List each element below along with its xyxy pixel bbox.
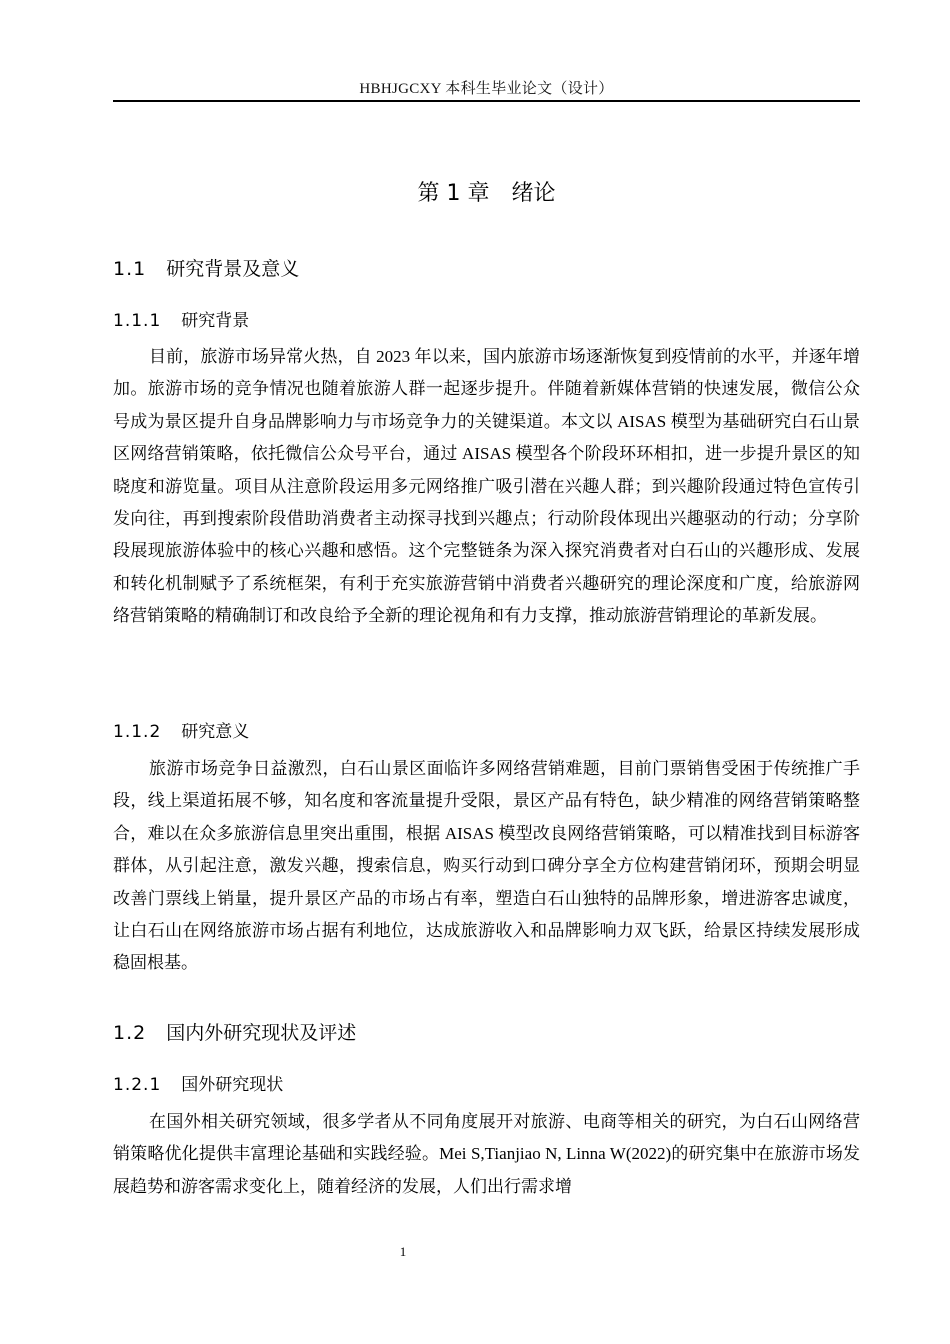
subsection-title: 国外研究现状: [181, 1075, 284, 1095]
section-title: 研究背景及意义: [166, 258, 300, 280]
subsection-heading-1-1-1: [113, 306, 249, 331]
paragraph-research-significance: 旅游市场竞争日益激烈，白石山景区面临许多网络营销难题，目前门票销售受困于传统推广手段，线上渠道拓展不够，知名度和客流量提升受限，景区产品有特色，缺少精准的网络营销策略整合，难以在众多旅游信息里突出重围，根据 AISAS 模型改良网络营销策略，可以精准找到目标游客群体，从引起注意，激发兴趣，搜索信息，购买行动到口碑分享全方位构建营销闭环，预期会明显改善门票线上销量，提升景区产品的市场占有率，塑造白石山独特的品牌形象，增进游客忠诚度，让白石山在网络旅游市场占据有利地位，达成旅游收入和品牌影响力双飞跃，给景区持续发展形成稳固根基。: [113, 759, 860, 973]
section-number: 1.2: [113, 1022, 147, 1044]
subsection-number: 1.1.1: [113, 311, 162, 331]
subsection-heading-1-1-2: [113, 717, 249, 742]
section-heading-1-1: [113, 254, 299, 281]
section-number: 1.1: [113, 258, 147, 280]
subsection-number: 1.1.2: [113, 722, 162, 742]
running-header: HBHJGCXY 本科生毕业论文（设计）: [359, 81, 614, 97]
paragraph-foreign-research: 在国外相关研究领域，很多学者从不同角度展开对旅游、电商等相关的研究，为白石山网络营销策略优化提供丰富理论基础和实践经验。Mei S,Tianjiao N, Linna W(2022)的研究集中在旅游市场发展趋势和游客需求变化上，随着经济的发展，人们出行需求增: [113, 1112, 860, 1196]
section-heading-1-2: [113, 1018, 356, 1045]
subsection-title: 研究背景: [181, 311, 250, 331]
subsection-number: 1.2.1: [113, 1075, 162, 1095]
subsection-title: 研究意义: [181, 722, 250, 742]
paragraph-research-background: 目前，旅游市场异常火热，自 2023 年以来，国内旅游市场逐渐恢复到疫情前的水平，并逐年增加。旅游市场的竞争情况也随着旅游人群一起逐步提升。伴随着新媒体营销的快速发展，微信公众号成为景区提升自身品牌影响力与市场竞争力的关键渠道。本文以 AISAS 模型为基础研究白石山景区网络营销策略，依托微信公众号平台，通过 AISAS 模型各个阶段环环相扣，进一步提升景区的知晓度和游览量。项目从注意阶段运用多元网络推广吸引潜在兴趣人群；到兴趣阶段通过特色宣传引发向往，再到搜索阶段借助消费者主动探寻找到兴趣点；行动阶段体现出兴趣驱动的行动；分享阶段展现旅游体验中的核心兴趣和感悟。这个完整链条为深入探究消费者对白石山的兴趣形成、发展和转化机制赋予了系统框架，有利于充实旅游营销中消费者兴趣研究的理论深度和广度，给旅游网络营销策略的精确制订和改良给予全新的理论视角和有力支撑，推动旅游营销理论的革新发展。: [113, 347, 860, 626]
subsection-heading-1-2-1: [113, 1070, 283, 1095]
section-title: 国内外研究现状及评述: [166, 1022, 357, 1044]
page-number: 1: [399, 1244, 407, 1259]
header-rule: [113, 100, 860, 102]
chapter-title: 第 1 章 绪论: [417, 181, 556, 206]
